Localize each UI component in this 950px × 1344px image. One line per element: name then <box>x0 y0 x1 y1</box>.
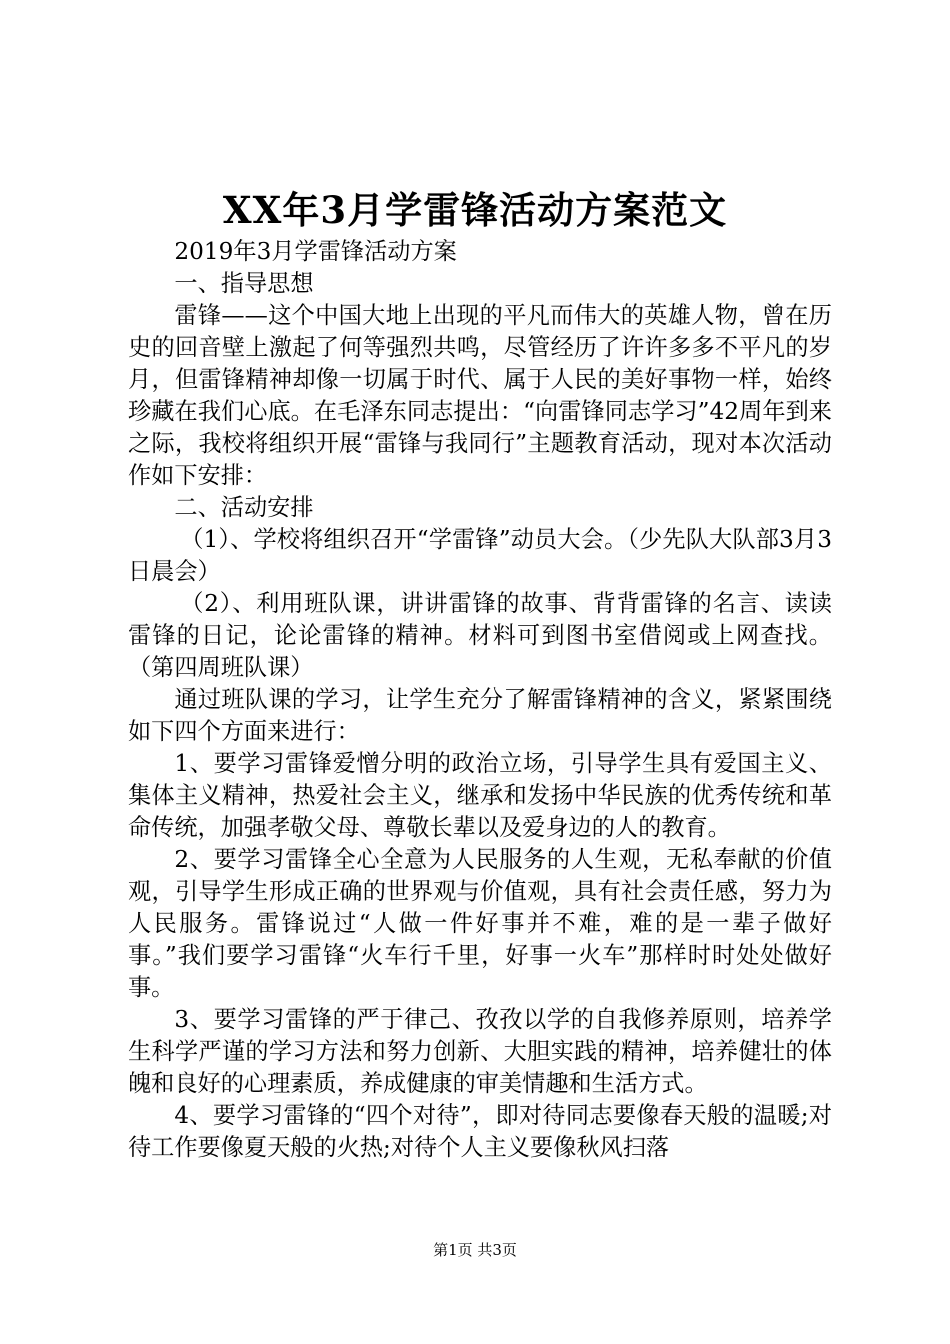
activity-item-2: （2）、利用班队课，讲讲雷锋的故事、背背雷锋的名言、读读雷锋的日记，论论雷锋的精神。材料可到图书室借阅或上网查找。（第四周班队课） <box>128 590 832 681</box>
document-body <box>128 236 832 1164</box>
aspect-item-2: 2、要学习雷锋全心全意为人民服务的人生观，无私奉献的价值观，引导学生形成正确的世界观与价值观，具有社会责任感，努力为人民服务。雷锋说过“人做一件好事并不难，难的是一辈子做好事。”我们要学习雷锋“火车行千里，好事一火车”那样时时处处做好事。 <box>128 846 832 1001</box>
page-number: 第1页 共3页 <box>433 1241 517 1259</box>
aspect-item-4: 4、要学习雷锋的“四个对待”，即对待同志要像春天般的温暖;对待工作要像夏天般的火热;对待个人主义要像秋风扫落 <box>128 1102 832 1161</box>
activity-item-1: （1）、学校将组织召开“学雷锋”动员大会。（少先队大队部3月3日晨会） <box>128 526 832 585</box>
body-paragraph: 雷锋——这个中国大地上出现的平凡而伟大的英雄人物，曾在历史的回音壁上激起了何等强烈共鸣，尽管经历了许许多多不平凡的岁月，但雷锋精神却像一切属于时代、属于人民的美好事物一样，始终珍藏在我们心底。在毛泽东同志提出：“向雷锋同志学习”42周年到来之际，我校将组织开展“雷锋与我同行”主题教育活动，现对本次活动作如下安排： <box>128 302 832 489</box>
aspect-item-1: 1、要学习雷锋爱憎分明的政治立场，引导学生具有爱国主义、集体主义精神，热爱社会主义，继承和发扬中华民族的优秀传统和革命传统，加强孝敬父母、尊敬长辈以及爱身边的人的教育。 <box>128 750 832 841</box>
aspect-item-3: 3、要学习雷锋的严于律己、孜孜以学的自我修养原则，培养学生科学严谨的学习方法和努力创新、大胆实践的精神，培养健壮的体魄和良好的心理素质，养成健康的审美情趣和生活方式。 <box>128 1006 832 1097</box>
subtitle-paragraph: 2019年3月学雷锋活动方案 <box>174 238 457 265</box>
section-heading-activity-arrangement: 二、活动安排 <box>174 494 314 521</box>
document-title: XX年3月学雷锋活动方案范文 <box>222 188 728 232</box>
body-paragraph: 通过班队课的学习，让学生充分了解雷锋精神的含义，紧紧围绕如下四个方面来进行： <box>128 686 832 745</box>
section-heading-guiding-ideology: 一、指导思想 <box>174 270 314 297</box>
